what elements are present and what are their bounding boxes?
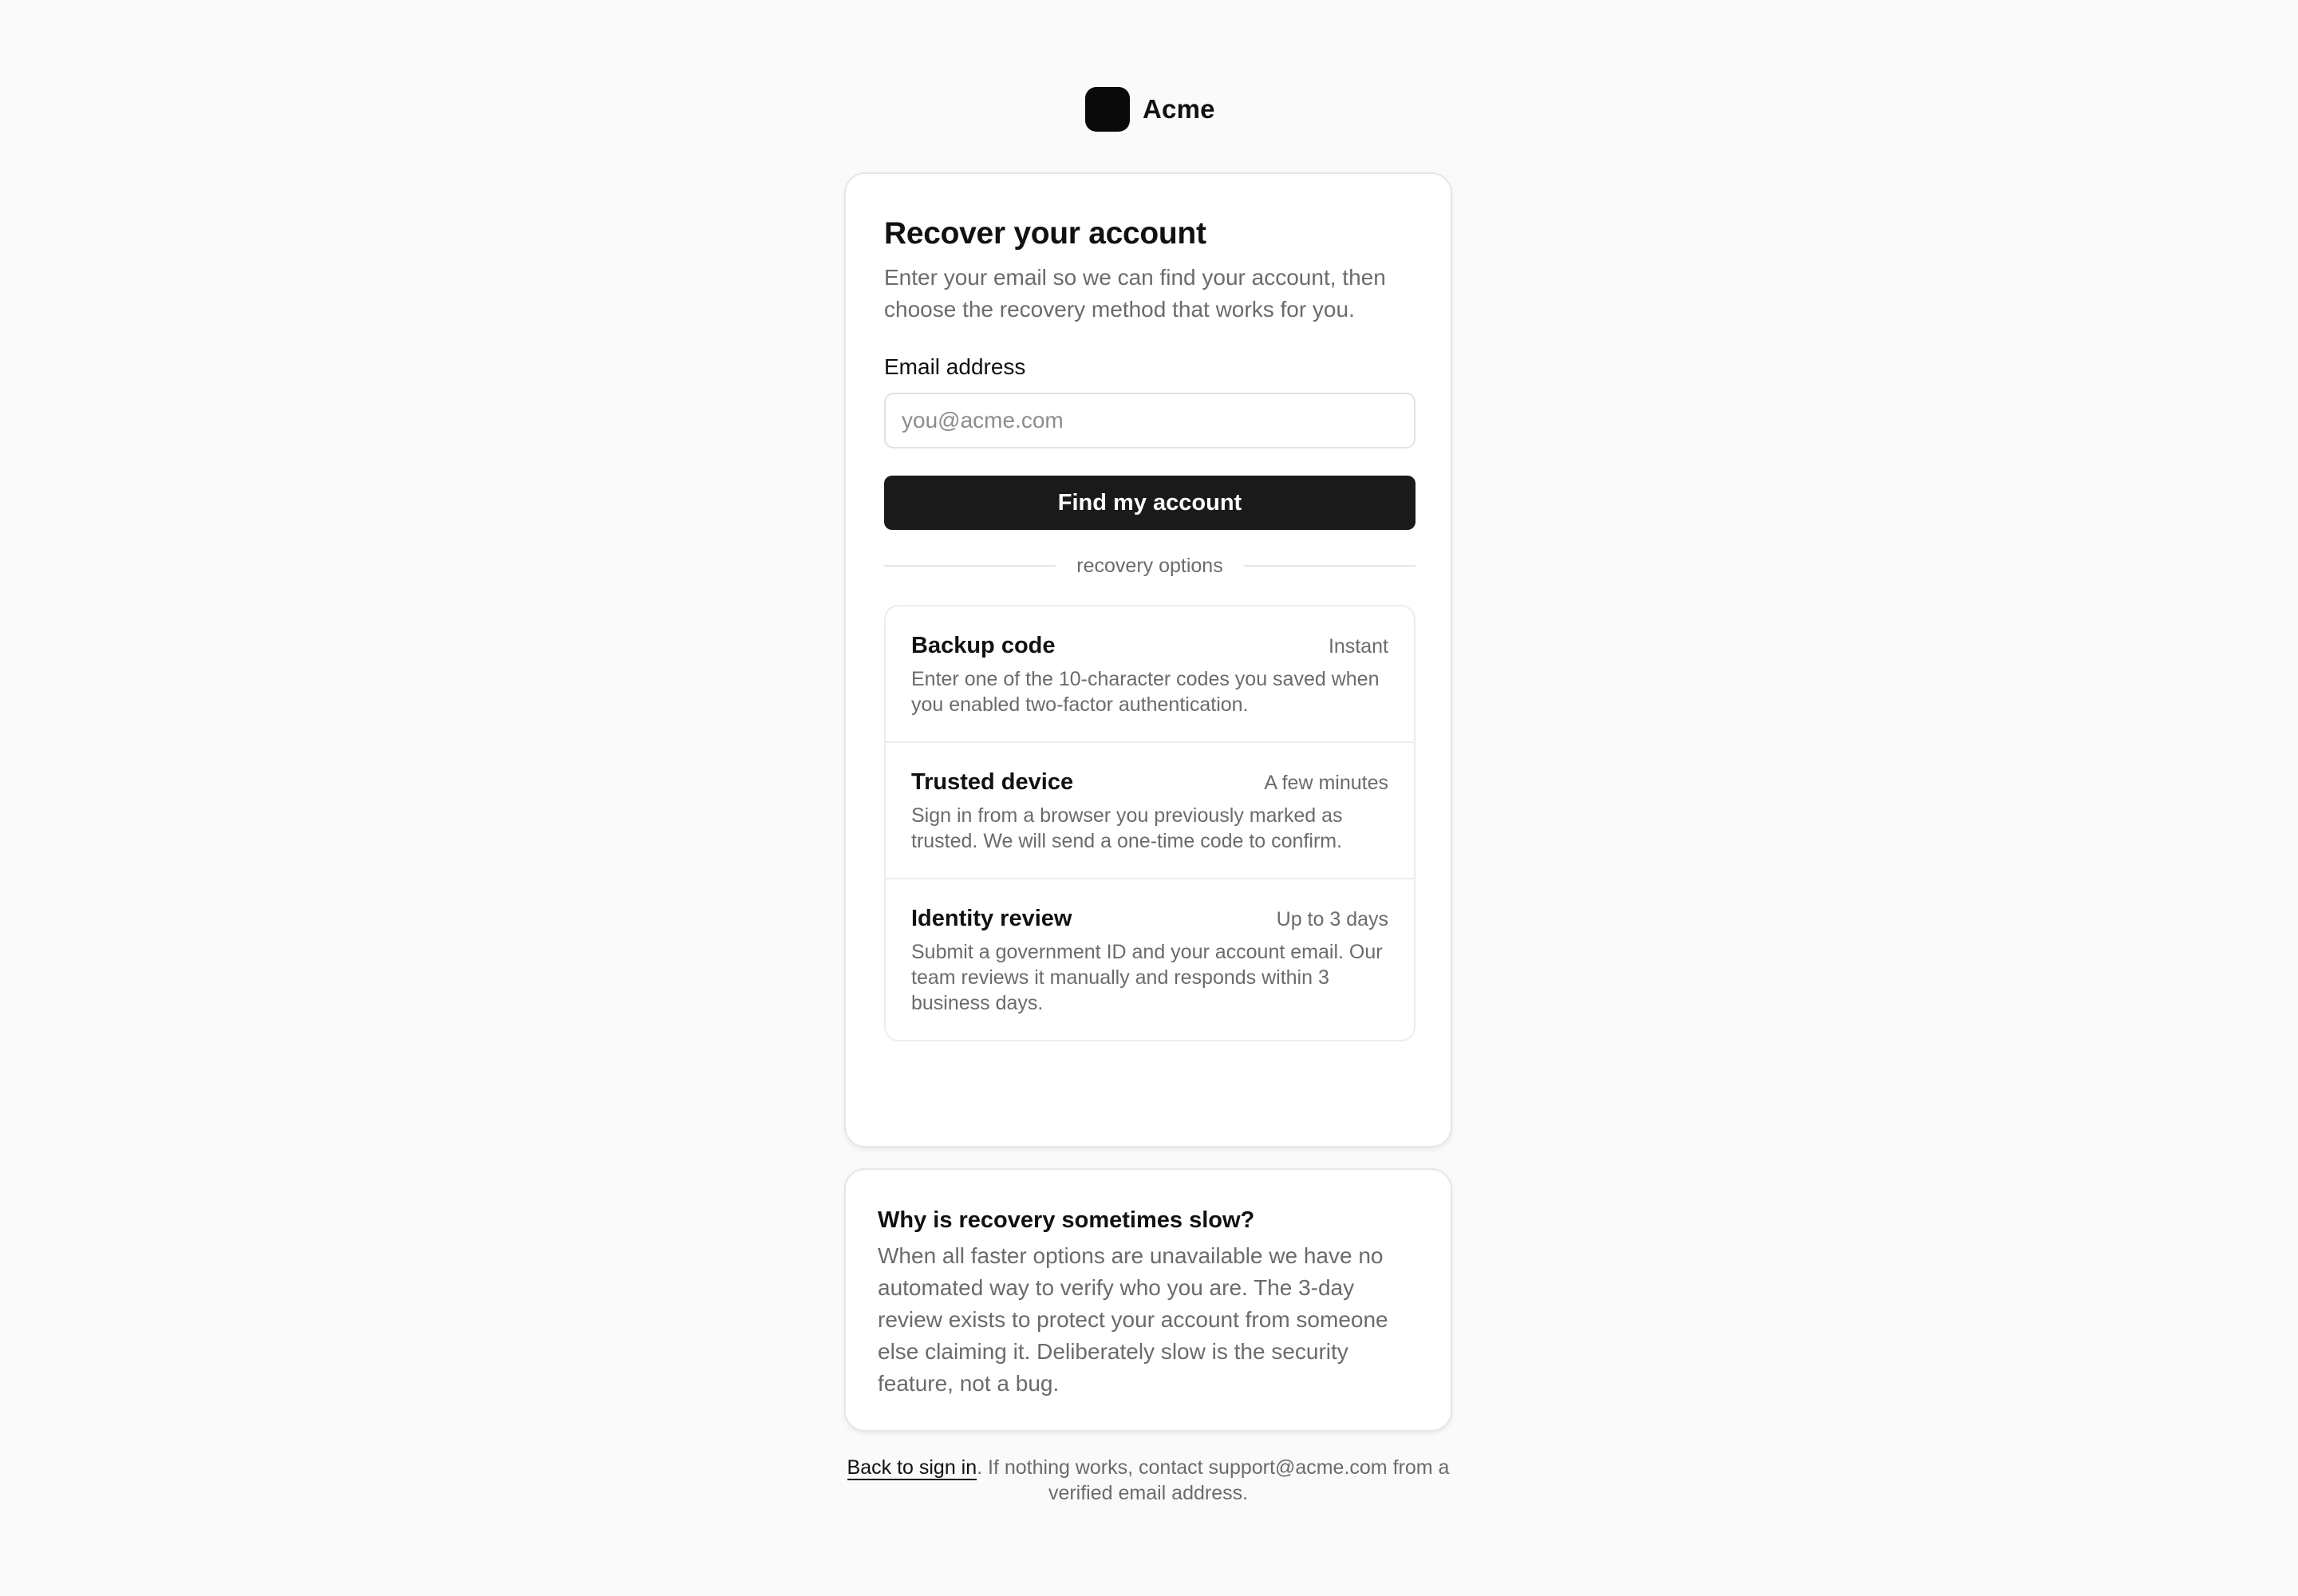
- divider-label: recovery options: [1076, 555, 1223, 577]
- option-header: [911, 630, 1388, 662]
- divider-line-left: [884, 565, 1056, 567]
- page-subtitle: Enter your email so we can find your account, then choose the recovery method that works for you.: [884, 265, 1386, 322]
- option-identity-review[interactable]: [886, 879, 1414, 1040]
- option-title: Backup code: [911, 633, 1056, 658]
- email-label: Email address: [884, 354, 1026, 379]
- option-description: Enter one of the 10-character codes you saved when you enabled two-factor authentication.: [911, 668, 1380, 716]
- footer-support-text: . If nothing works, contact support@acme.com from a verified email address.: [977, 1456, 1450, 1504]
- option-time-badge: Up to 3 days: [1276, 908, 1388, 930]
- brand-header: [1085, 87, 1215, 132]
- option-header: [911, 903, 1388, 934]
- option-trusted-device[interactable]: [886, 743, 1414, 879]
- email-field[interactable]: [884, 393, 1416, 448]
- find-account-button[interactable]: Find my account: [884, 476, 1416, 530]
- footer-note: [844, 1455, 1452, 1506]
- faq-body: When all faster options are unavailable we have no automated way to verify who you are. The 3-day review exists to protect your account from someone else claiming it. Deliberately slow is the security feature, not a bug.: [878, 1243, 1388, 1396]
- faq-title: Why is recovery sometimes slow?: [878, 1207, 1255, 1233]
- back-to-sign-in-link[interactable]: Back to sign in: [847, 1456, 977, 1479]
- page-title: Recover your account: [884, 216, 1206, 251]
- option-header: [911, 767, 1388, 798]
- option-title: Trusted device: [911, 769, 1074, 795]
- option-time-badge: A few minutes: [1264, 772, 1388, 794]
- option-time-badge: Instant: [1328, 635, 1388, 658]
- recover-account-card: [844, 172, 1452, 1148]
- option-description: Submit a government ID and your account email. Our team reviews it manually and responds within 3 business days.: [911, 941, 1383, 1014]
- acme-logo-icon: [1085, 87, 1130, 132]
- brand-name: Acme: [1143, 94, 1215, 124]
- option-title: Identity review: [911, 906, 1072, 931]
- recovery-options-divider: [884, 552, 1416, 579]
- divider-line-right: [1244, 565, 1416, 567]
- option-description: Sign in from a browser you previously marked as trusted. We will send a one-time code to confirm.: [911, 804, 1343, 852]
- option-backup-code[interactable]: [886, 606, 1414, 743]
- recovery-options-list: [884, 605, 1416, 1041]
- faq-card: [844, 1168, 1452, 1432]
